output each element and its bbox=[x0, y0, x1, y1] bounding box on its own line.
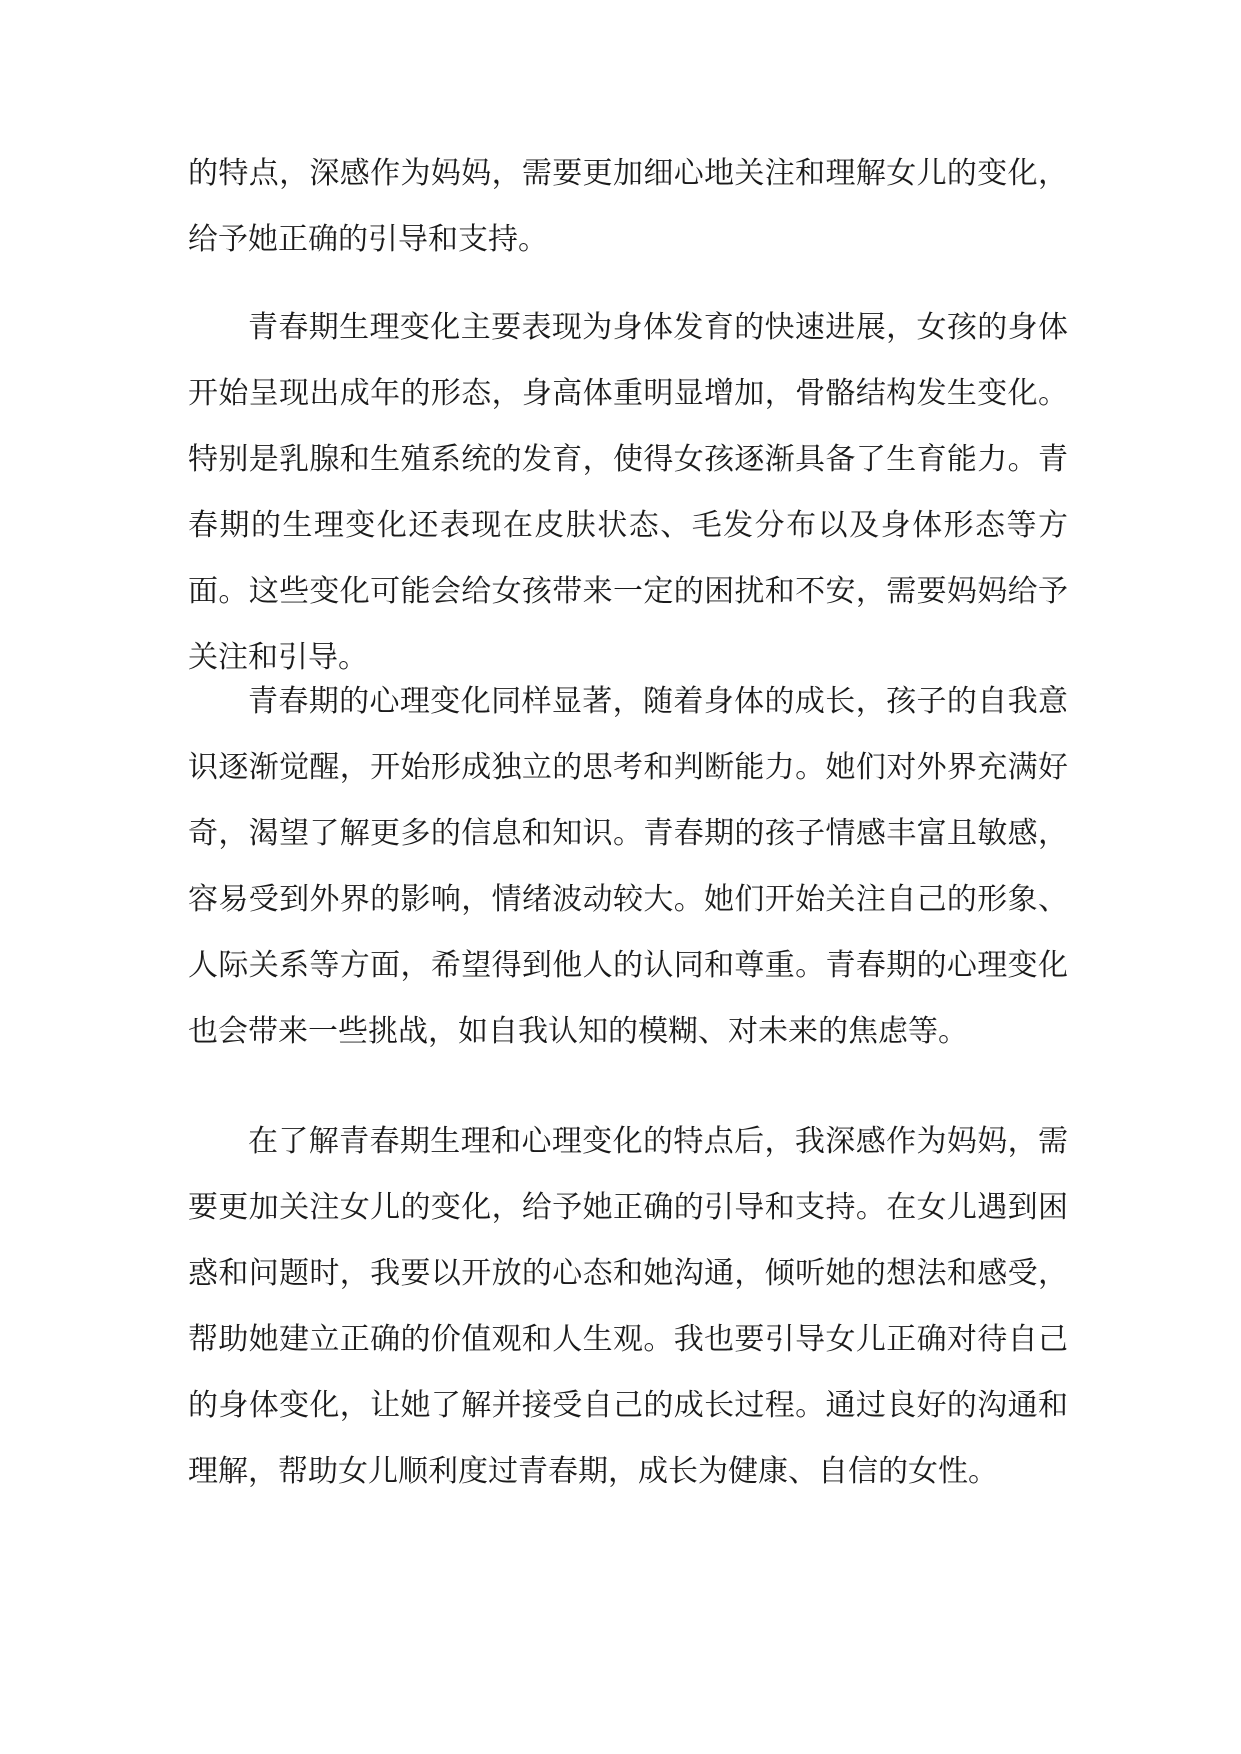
paragraph-mother-guidance: 在了解青春期生理和心理变化的特点后，我深感作为妈妈，需要更加关注女儿的变化，给予她正确的引导和支持。在女儿遇到困惑和问题时，我要以开放的心态和她沟通，倾听她的想法和感受，帮助她建立正确的价值观和人生观。我也要引导女儿正确对待自己的身体变化，让她了解并接受自己的成长过程。通过良好的沟通和理解，帮助女儿顺利度过青春期，成长为健康、自信的女性。 bbox=[188, 1124, 1068, 1489]
paragraph-continued: 的特点，深感作为妈妈，需要更加细心地关注和理解女儿的变化，给予她正确的引导和支持。 bbox=[188, 156, 1068, 257]
paragraph-physical-changes: 青春期生理变化主要表现为身体发育的快速进展，女孩的身体开始呈现出成年的形态，身高体重明显增加，骨骼结构发生变化。特别是乳腺和生殖系统的发育，使得女孩逐渐具备了生育能力。青春期的生理变化还表现在皮肤状态、毛发分布以及身体形态等方面。这些变化可能会给女孩带来一定的困扰和不安，需要妈妈给予关注和引导。 bbox=[188, 310, 1068, 675]
paragraph-psychological-changes: 青春期的心理变化同样显著，随着身体的成长，孩子的自我意识逐渐觉醒，开始形成独立的思考和判断能力。她们对外界充满好奇，渴望了解更多的信息和知识。青春期的孩子情感丰富且敏感，容易受到外界的影响，情绪波动较大。她们开始关注自己的形象、人际关系等方面，希望得到他人的认同和尊重。青春期的心理变化也会带来一些挑战，如自我认知的模糊、对未来的焦虑等。 bbox=[188, 684, 1068, 1049]
